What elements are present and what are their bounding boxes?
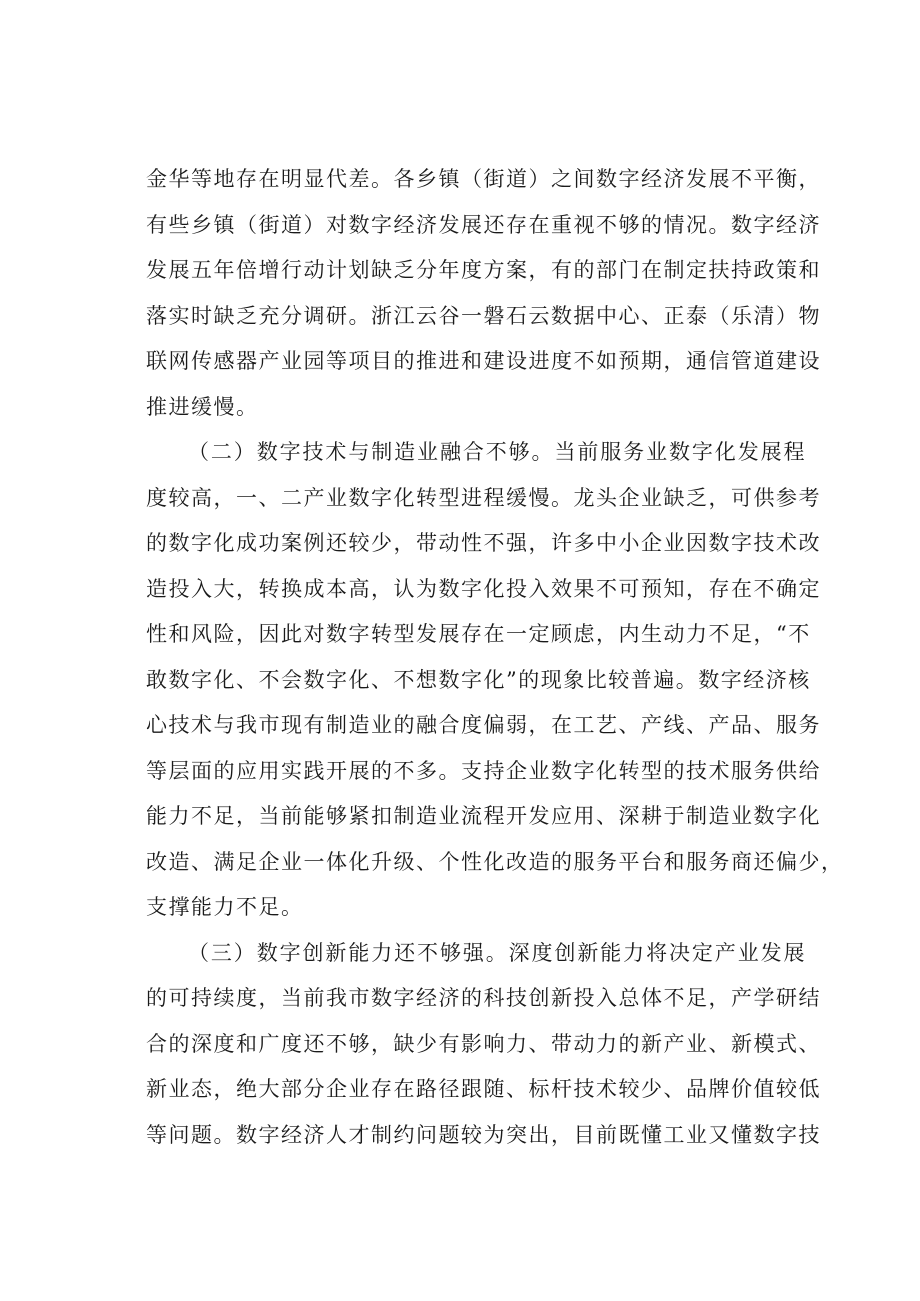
text-line: 造投入大，转换成本高，认为数字化投入效果不可预知，存在不确定 [146, 576, 821, 601]
text-line: 等层面的应用实践开展的不多。支持企业数字化转型的技术服务供给 [146, 758, 821, 783]
text-line: 有些乡镇（街道）对数字经济发展还存在重视不够的情况。数字经济 [146, 212, 821, 237]
text-line: 改造、满足企业一体化升级、个性化改造的服务平台和服务商还偏少， [146, 849, 844, 874]
text-line: 的数字化成功案例还较少，带动性不强，许多中小企业因数字技术改 [146, 531, 821, 555]
text-line: 新业态，绝大部分企业存在路径跟随、标杆技术较少、品牌价值较低 [146, 1077, 821, 1101]
text-line: 等问题。数字经济人才制约问题较为突出，目前既懂工业又懂数字技 [146, 1122, 821, 1147]
text-line: 的可持续度，当前我市数字经济的科技创新投入总体不足，产学研结 [146, 986, 821, 1010]
text-line: 敢数字化、不会数字化、不想数字化”的现象比较普遍。数字经济核 [146, 667, 811, 692]
text-line: 合的深度和广度还不够，缺少有影响力、带动力的新产业、新模式、 [146, 1031, 821, 1056]
text-line: 性和风险，因此对数字转型发展存在一定顾虑，内生动力不足，“不 [146, 622, 811, 646]
text-line: 发展五年倍增行动计划缺乏分年度方案，有的部门在制定扶持政策和 [146, 258, 821, 282]
text-line: 推进缓慢。 [146, 394, 259, 419]
text-line: 度较高，一、二产业数字化转型进程缓慢。龙头企业缺乏，可供参考 [146, 485, 821, 510]
text-line: 联网传感器产业园等项目的推进和建设进度不如预期，通信管道建设 [146, 349, 821, 373]
text-line: 落实时缺乏充分调研。浙江云谷一磐石云数据中心、正泰（乐清）物 [146, 303, 821, 328]
section-heading-line: （二）数字技术与制造业融合不够。当前服务业数字化发展程 [188, 440, 806, 464]
text-line: 能力不足，当前能够紧扣制造业流程开发应用、深耕于制造业数字化 [146, 804, 821, 828]
document-body [146, 157, 844, 1158]
text-line: 支撑能力不足。 [146, 895, 304, 919]
text-line: 心技术与我市现有制造业的融合度偏弱，在工艺、产线、产品、服务 [146, 713, 821, 737]
section-heading-line: （三）数字创新能力还不够强。深度创新能力将决定产业发展 [188, 940, 806, 965]
text-line: 金华等地存在明显代差。各乡镇（街道）之间数字经济发展不平衡， [146, 167, 821, 191]
